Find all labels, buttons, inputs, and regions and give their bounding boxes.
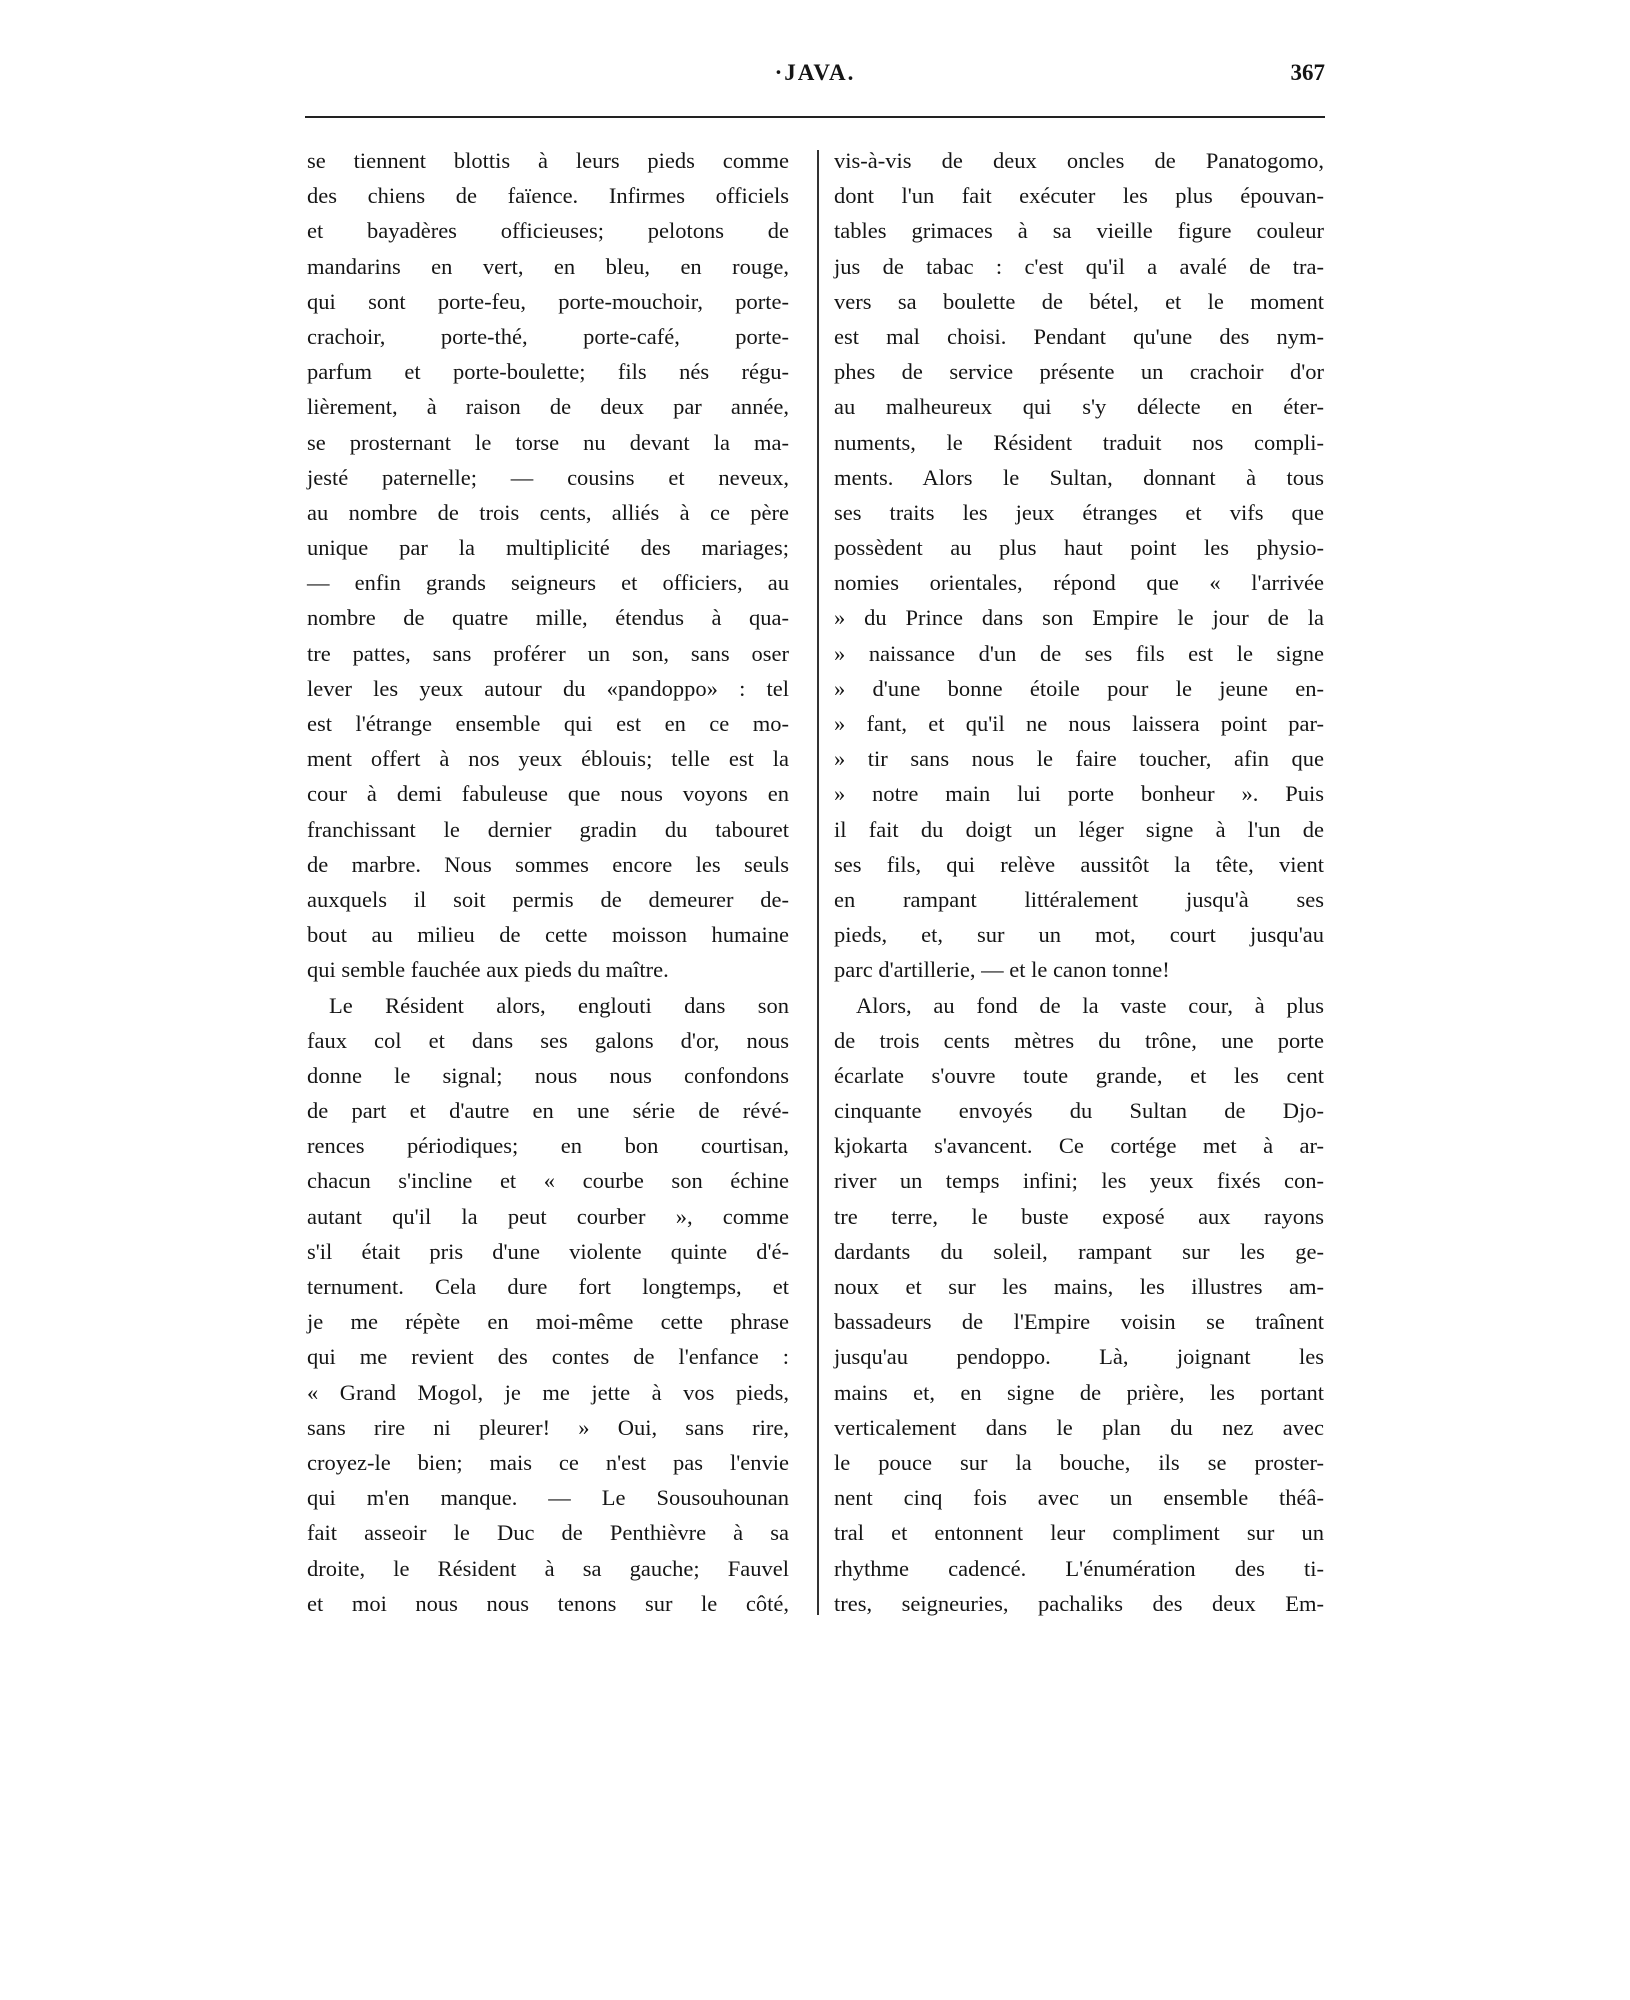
text-line: vis-à-vis de deux oncles de Panatogomo, [834,148,1324,173]
text-line: river un temps infini; les yeux fixés con- [834,1168,1324,1194]
text-line: qui me revient des contes de l'enfance : [307,1344,789,1370]
text-line: vers sa boulette de bétel, et le moment [834,288,1324,314]
running-title: ·JAVA. [774,60,856,85]
text-line: parc d'artillerie, — et le canon tonne! [834,957,1170,983]
text-line: jus de tabac : c'est qu'il a avalé de tra- [834,253,1324,279]
text-line: en rampant littéralement jusqu'à ses [834,886,1324,912]
text-line: fait asseoir le Duc de Penthièvre à sa [307,1520,789,1546]
text-line: » notre main lui porte bonheur ». Puis [834,781,1324,807]
text-line: numents, le Résident traduit nos compli- [834,429,1324,455]
text-line: faux col et dans ses galons d'or, nous [307,1027,789,1053]
text-line: ses fils, qui relève aussitôt la tête, vient [834,851,1324,877]
text-line: pieds, et, sur un mot, court jusqu'au [834,922,1324,948]
text-line: s'il était pris d'une violente quinte d'é- [307,1238,789,1264]
header-rule [305,116,1325,118]
text-line: chacun s'incline et « courbe son échine [307,1168,789,1194]
text-line: qui sont porte-feu, porte-mouchoir, porte- [307,288,789,314]
text-line: qui semble fauchée aux pieds du maître. [307,957,669,983]
text-line: tables grimaces à sa vieille figure couleur [834,218,1324,244]
text-line: ments. Alors le Sultan, donnant à tous [834,464,1324,490]
text-line: ternument. Cela dure fort longtemps, et [307,1274,789,1299]
text-line: nombre de quatre mille, étendus à qua- [307,605,789,631]
text-line: parfum et porte-boulette; fils nés régu- [307,359,789,385]
text-line: et bayadères officieuses; pelotons de [307,218,789,244]
text-line: se tiennent blottis à leurs pieds comme [307,148,789,173]
text-line: il fait du doigt un léger signe à l'un de [834,816,1324,842]
text-line: » naissance d'un de ses fils est le signe [834,640,1324,666]
text-line: au malheureux qui s'y délecte en éter- [834,394,1324,420]
text-line: je me répète en moi-même cette phrase [307,1309,789,1335]
text-line: tral et entonnent leur compliment sur un [834,1520,1324,1546]
text-line: dardants du soleil, rampant sur les ge- [834,1238,1324,1264]
text-line: se prosternant le torse nu devant la ma- [307,429,789,455]
text-line: cour à demi fabuleuse que nous voyons en [307,781,789,807]
column-divider [817,150,819,1615]
text-line: lièrement, à raison de deux par année, [307,394,789,420]
text-line: lever les yeux autour du «pandoppo» : tel [307,675,789,701]
text-line: le pouce sur la bouche, ils se proster- [834,1449,1324,1475]
text-line: kjokarta s'avancent. Ce cortége met à ar- [834,1133,1324,1159]
text-line: » d'une bonne étoile pour le jeune en- [834,675,1324,701]
text-line: rhythme cadencé. L'énumération des ti- [834,1555,1324,1581]
left-column [307,143,789,1621]
text-line: mandarins en vert, en bleu, en rouge, [307,253,789,279]
text-line: nent cinq fois avec un ensemble théâ- [834,1485,1324,1511]
text-line: croyez-le bien; mais ce n'est pas l'envie [307,1449,789,1475]
text-line: mains et, en signe de prière, les portant [834,1379,1324,1405]
text-line: phes de service présente un crachoir d'or [834,359,1324,385]
text-line: droite, le Résident à sa gauche; Fauvel [307,1555,789,1581]
text-line: auxquels il soit permis de demeurer de- [307,886,789,912]
text-line: écarlate s'ouvre toute grande, et les cent [834,1062,1324,1088]
page-number: 367 [1290,60,1325,85]
text-line: noux et sur les mains, les illustres am- [834,1274,1324,1299]
text-line: jusqu'au pendoppo. Là, joignant les [834,1344,1324,1370]
text-line: de marbre. Nous sommes encore les seuls [307,851,789,877]
right-column [834,143,1324,1621]
text-line: crachoir, porte-thé, porte-café, porte- [307,323,789,349]
text-line: tre terre, le buste exposé aux rayons [834,1203,1324,1229]
text-line: autant qu'il la peut courber », comme [307,1203,789,1229]
text-line: des chiens de faïence. Infirmes officiels [307,183,789,209]
text-line: tre pattes, sans proférer un son, sans oser [307,640,789,666]
text-line: possèdent au plus haut point les physio- [834,535,1324,561]
text-line: unique par la multiplicité des mariages; [307,535,789,561]
text-line: ment offert à nos yeux éblouis; telle est la [307,746,789,772]
text-line: Alors, au fond de la vaste cour, à plus [856,992,1324,1018]
text-line: ses traits les jeux étranges et vifs que [834,499,1324,525]
text-line: tres, seigneuries, pachaliks des deux Em- [834,1590,1324,1616]
text-line: de trois cents mètres du trône, une porte [834,1027,1324,1053]
text-line: « Grand Mogol, je me jette à vos pieds, [307,1379,789,1405]
text-line: » tir sans nous le faire toucher, afin que [834,746,1324,772]
text-line: cinquante envoyés du Sultan de Djo- [834,1098,1324,1124]
text-line: de part et d'autre en une série de révé- [307,1098,789,1124]
text-line: dont l'un fait exécuter les plus épouvan- [834,183,1324,209]
text-line: bout au milieu de cette moisson humaine [307,922,789,948]
text-line: » fant, et qu'il ne nous laissera point par- [834,711,1324,736]
text-line: rences périodiques; en bon courtisan, [307,1133,789,1159]
text-line: et moi nous nous tenons sur le côté, [307,1590,789,1616]
text-line: Le Résident alors, englouti dans son [329,992,789,1018]
text-line: bassadeurs de l'Empire voisin se traînent [834,1309,1324,1335]
text-line: au nombre de trois cents, alliés à ce père [307,499,789,525]
text-line: nomies orientales, répond que « l'arrivée [834,570,1324,596]
text-line: est l'étrange ensemble qui est en ce mo- [307,711,789,736]
text-line: » du Prince dans son Empire le jour de la [834,605,1324,631]
text-line: donne le signal; nous nous confondons [307,1062,789,1088]
text-line: qui m'en manque. — Le Sousouhounan [307,1485,789,1511]
text-line: jesté paternelle; — cousins et neveux, [307,464,789,490]
text-line: verticalement dans le plan du nez avec [834,1414,1324,1440]
text-line: — enfin grands seigneurs et officiers, au [307,570,789,596]
text-line: sans rire ni pleurer! » Oui, sans rire, [307,1414,789,1440]
text-line: est mal choisi. Pendant qu'une des nym- [834,323,1324,349]
text-line: franchissant le dernier gradin du tabouret [307,816,789,842]
